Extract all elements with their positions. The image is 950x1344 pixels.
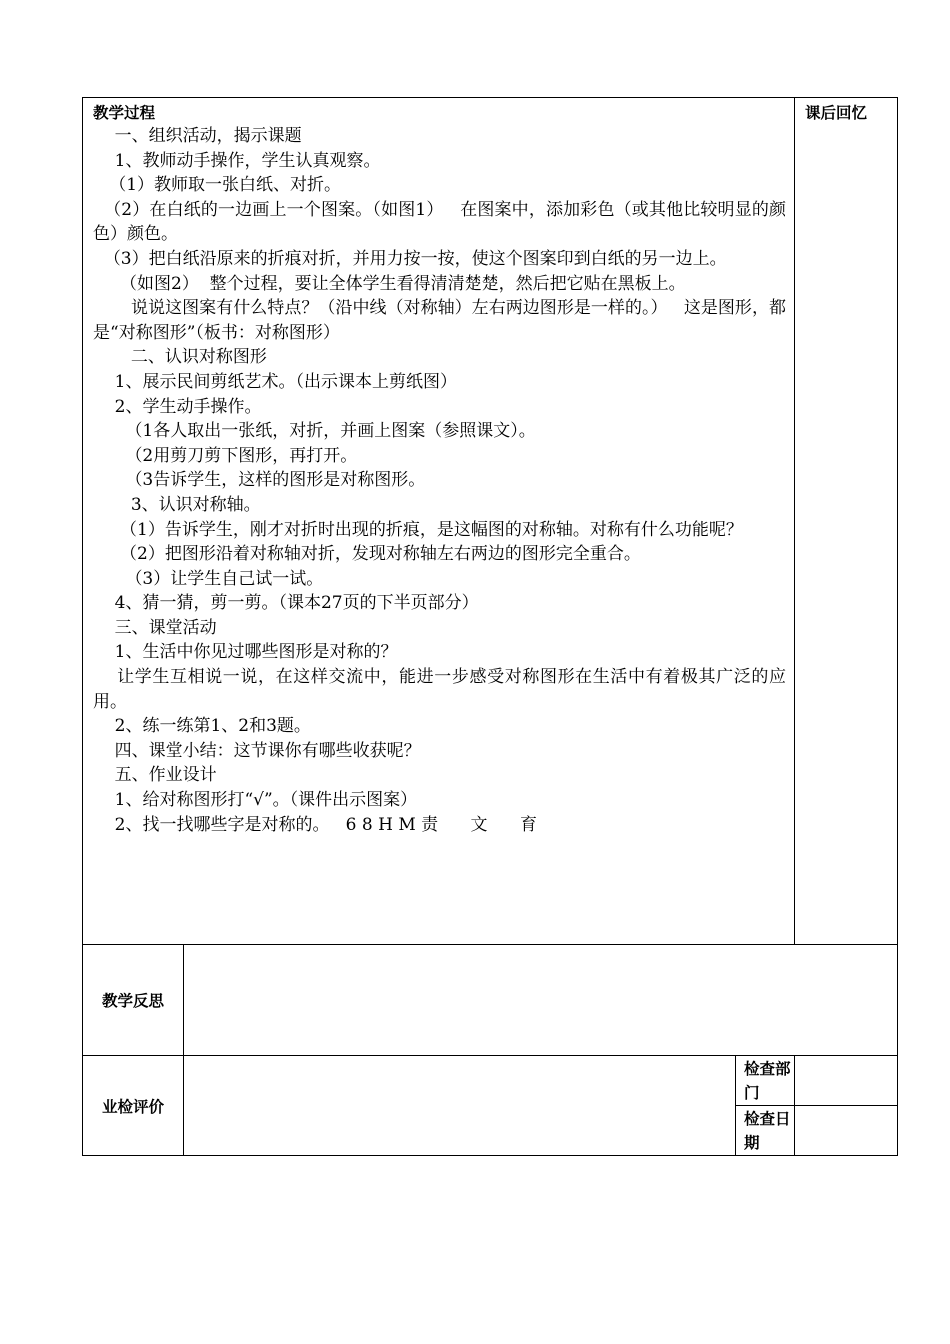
process-line: （3）让学生自己试一试。: [93, 568, 324, 589]
process-line: （2用剪刀剪下图形，再打开。: [93, 445, 358, 466]
process-line: 1、给对称图形打“√”。（课件出示图案）: [93, 790, 418, 811]
reflection-content: [184, 945, 898, 1056]
process-line: 让学生互相说一说，在这样交流中，能进一步感受对称图形在生活中有着极其广泛的应用。: [93, 667, 786, 712]
teaching-process-body: [93, 124, 786, 837]
process-line: 一、组织活动，揭示课题: [93, 126, 302, 146]
process-line: 3、认识对称轴。: [93, 494, 261, 515]
process-line: 4、猜一猜，剪一剪。（课本27页的下半页部分）: [93, 593, 479, 614]
process-line: 1、生活中你见过哪些图形是对称的？: [93, 642, 398, 663]
check-date-value: [795, 1106, 898, 1156]
process-line: 四、课堂小结：这节课你有哪些收获呢？: [93, 740, 421, 761]
process-line: （3告诉学生，这样的图形是对称图形。: [93, 470, 426, 491]
process-line: 五、作业设计: [93, 765, 217, 786]
process-line: 二、认识对称图形: [93, 347, 267, 368]
reflection-label: 教学反思: [83, 945, 184, 1056]
after-class-heading: 课后回忆: [805, 104, 868, 122]
process-line: （2）把图形沿着对称轴对折，发现对称轴左右两边的图形完全重合。: [93, 544, 641, 565]
evaluation-label: 业检评价: [83, 1056, 184, 1156]
process-line: 1、教师动手操作，学生认真观察。: [93, 150, 381, 171]
check-department-value: [795, 1056, 898, 1106]
process-line: 2、找一找哪些字是对称的。 6 8 H M 责 文 育: [93, 814, 537, 835]
teaching-process-cell: [83, 98, 795, 945]
process-line: （如图2） 整个过程，要让全体学生看得清清楚楚，然后把它贴在黑板上。: [93, 273, 686, 294]
process-line: 1、展示民间剪纸艺术。（出示课本上剪纸图）: [93, 371, 457, 392]
process-line: （1）告诉学生，刚才对折时出现的折痕，是这幅图的对称轴。对称有什么功能呢？: [93, 519, 743, 540]
process-line: 说说这图案有什么特点？（沿中线（对称轴）左右两边图形是一样的。） 这是图形，都是“对称图形”（板书：对称图形）: [93, 298, 786, 343]
lesson-plan-table: [82, 97, 898, 1156]
process-line: （2）在白纸的一边画上一个图案。（如图1） 在图案中，添加彩色（或其他比较明显的颜色）颜色。: [93, 199, 786, 245]
evaluation-content: [184, 1056, 736, 1156]
process-line: （1各人取出一张纸，对折，并画上图案（参照课文）。: [93, 421, 536, 442]
teaching-process-heading: 教学过程: [93, 104, 156, 122]
process-line: 三、课堂活动: [93, 617, 217, 638]
process-line: （3）把白纸沿原来的折痕对折，并用力按一按，使这个图案印到白纸的另一边上。: [93, 248, 727, 269]
check-date-label: 检查日期: [736, 1106, 795, 1156]
process-line: 2、练一练第1、2和3题。: [93, 716, 311, 737]
check-department-label: 检查部门: [736, 1056, 795, 1106]
process-line: 2、学生动手操作。: [93, 396, 262, 417]
process-line: （1）教师取一张白纸、对折。: [93, 175, 342, 196]
after-class-cell: [795, 98, 898, 945]
